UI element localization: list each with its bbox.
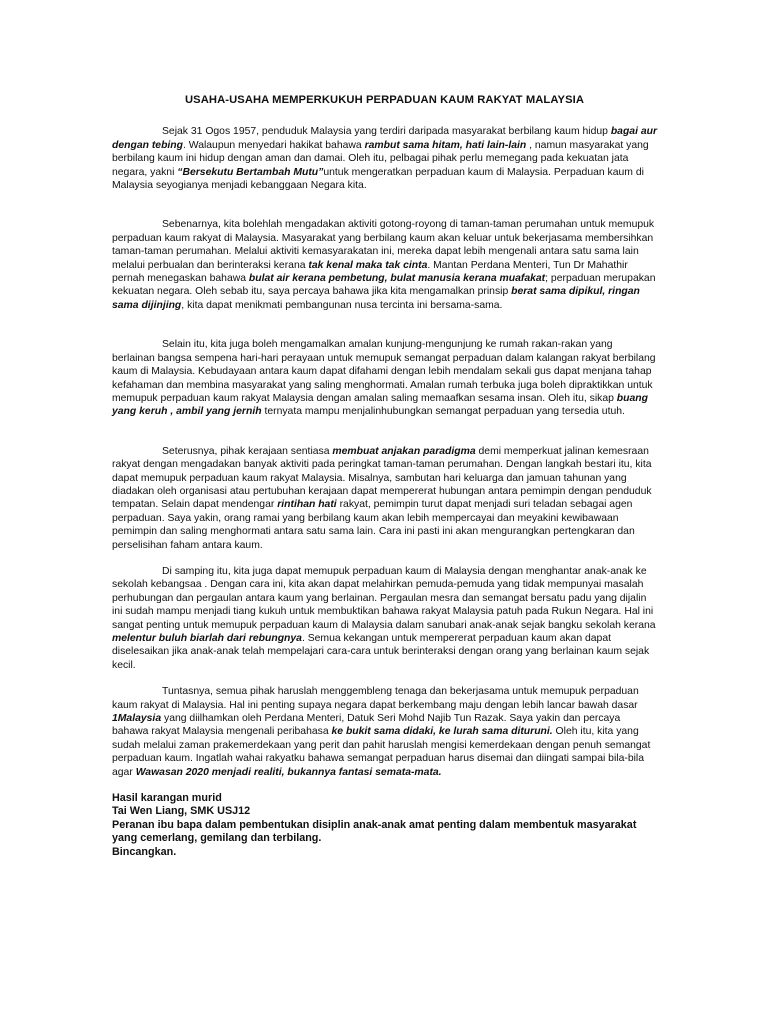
emphasis-phrase: bulat air kerana pembetung, bulat manusia kerana muafakat: [248, 273, 546, 285]
text-run: untuk mengeratkan perpaduan kaum di Malaysia. Perpaduan kaum di Malaysia seyogianya menjadi kebanggaan Negara kita.: [112, 166, 644, 192]
paragraph-gap: [112, 672, 657, 685]
text-run: ; perpaduan merupakan kekuatan negara. Oleh sebab itu, saya percaya bahawa jika kita mengamalkan prinsip: [112, 273, 656, 298]
paragraph-gap: [112, 552, 657, 565]
emphasis-phrase: berat sama dipikul, ringan sama dijinjing: [112, 286, 640, 311]
text-run: ternyata mampu menjalinhubungkan semangat perpaduan yang tersedia utuh.: [261, 406, 625, 418]
emphasis-phrase: tak kenal maka tak cinta: [308, 259, 428, 271]
text-run: Sejak 31 Ogos 1957, penduduk Malaysia yang terdiri daripada masyarakat berbilang kaum hidup: [162, 126, 611, 138]
text-run: . Walaupun menyedari hakikat bahawa: [183, 139, 365, 151]
emphasis-phrase: “Bersekutu Bertambah Mutu”: [177, 166, 324, 178]
essay-title: USAHA-USAHA MEMPERKUKUH PERPADUAN KAUM RAKYAT MALAYSIA: [184, 94, 585, 106]
text-run: . Semua kekangan untuk mempererat perpaduan kaum akan dapat diselesaikan jika anak-anak telah mempelajari cara-cara untuk berinteraksi dengan orang yang berlainan kaum sejak kecil.: [112, 633, 650, 671]
closing-block: [112, 792, 657, 859]
text-run: Seterusnya, pihak kerajaan sentiasa: [162, 445, 333, 457]
author-label: Hasil karangan murid: [112, 792, 222, 805]
paragraph-gap: [112, 312, 657, 338]
paragraph-4: [112, 445, 657, 552]
emphasis-phrase: melentur buluh biarlah dari rebungnya: [112, 633, 302, 644]
paragraph-gap: [112, 419, 657, 445]
essay-instruction: Bincangkan.: [112, 845, 177, 858]
paragraph-5: [112, 565, 657, 672]
emphasis-phrase: membuat anjakan paradigma: [332, 445, 476, 457]
document-page: [112, 94, 657, 859]
paragraph-3: [112, 338, 657, 418]
paragraph-gap: [112, 192, 657, 218]
text-run: Tuntasnya, semua pihak haruslah menggembleng tenaga dan bekerjasama untuk memupuk perpaduan kaum rakyat di Malaysia. Hal ini penting supaya negara dapat berkembang maju dengan lebih lancar bawah dasar: [112, 686, 639, 711]
text-run: rakyat, pemimpin turut dapat menjadi suri teladan sebagai agen perpaduan. Saya yakin, orang ramai yang berbilang kaum akan lebih mempercayai dan meyakini kewibawaan pemimpin dan saling menghormati antara satu sama lain. Cara ini pasti ini akan mengurangkan pertengkaran dan perselisihan faham antara kaum.: [112, 499, 635, 551]
paragraph-2: [112, 218, 657, 312]
text-run: yang diilhamkan oleh Perdana Menteri, Datuk Seri Mohd Najib Tun Razak. Saya yakin dan percaya bahawa rakyat Malaysia mengenali peribahasa: [112, 713, 621, 738]
emphasis-phrase: rambut sama hitam, hati lain-lain: [364, 139, 527, 151]
text-run: Sebenarnya, kita bolehlah mengadakan aktiviti gotong-royong di taman-taman perumahan untuk memupuk perpaduan kaum rakyat di Malaysia. Masyarakat yang berbilang kaum akan keluar untuk bekerjasama membersihkan taman-taman perumahan. Melalui aktiviti kemasyarakatan ini, mereka dapat lebih mengenali antara satu sama lain melalui perbualan dan berinteraksi kerana: [112, 219, 655, 271]
text-run: demi memperkuat jalinan kemesraan rakyat dengan mengadakan banyak aktiviti pada peringkat taman-taman perumahan. Dengan langkah bestari itu, kita dapat memupuk perpaduan kaum rakyat Malaysia. Misalnya, sambutan hari keluarga dan jamuan tahunan yang diadakan oleh organisasi atau pertubuhan kerajaan dapat mempererat hubungan antara pemimpin dengan penduduk tempatan. Selain dapat mendengar: [112, 445, 652, 511]
emphasis-phrase: 1Malaysia: [112, 713, 162, 725]
text-run: , namun masyarakat yang berbilang kaum ini hidup dengan aman dan damai. Oleh itu, pelbagai pihak perlu memegang pada kekuatan jata negara, yakni: [112, 139, 649, 178]
emphasis-phrase: Wawasan 2020 menjadi realiti, bukannya fantasi semata-mata.: [135, 766, 442, 778]
text-run: . Mantan Perdana Menteri, Tun Dr Mahathir pernah menegaskan bahawa: [112, 259, 628, 285]
text-run: , kita dapat menikmati pembangunan nusa tercinta ini bersama-sama.: [181, 299, 503, 311]
emphasis-phrase: rintihan hati: [277, 499, 337, 511]
emphasis-phrase: buang yang keruh , ambil yang jernih: [112, 392, 648, 418]
emphasis-phrase: bagai aur dengan tebing: [112, 126, 658, 151]
author-name: Tai Wen Liang, SMK USJ12: [112, 805, 251, 818]
paragraph-1: [112, 125, 657, 192]
text-run: Selain itu, kita juga boleh mengamalkan amalan kunjung-mengunjung ke rumah rakan-rakan yang berlainan bangsa sempena hari-hari perayaan untuk memupuk semangat perpaduan dalam kalangan rakyat berbilang kaum di Malaysia. Kebudayaan antara kaum dapat difahami dengan lebih mendalam sekali gus dapat menjana tahap kefahaman dan membina masyarakat yang saling menghormati. Amalan rumah terbuka juga boleh dipraktikkan untuk memupuk perpaduan kaum rakyat Malaysia dengan amalan saling memaafkan sesama insan. Oleh itu, sikap: [112, 339, 656, 404]
text-run: Di samping itu, kita juga dapat memupuk perpaduan kaum di Malaysia dengan menghantar anak-anak ke sekolah kebangsaa . Dengan cara ini, kita akan dapat melahirkan pemuda-pemuda yang tidak mempunyai masalah perhubungan dan pergaulan antara kaum yang berlainan. Pergaulan mesra dan semangat bersatu padu yang dijalin ini sudah mampu menjadi tiang kukuh untuk membuktikan bahawa rakyat Malaysia patuh pada Rukun Negara. Hal ini sangat penting untuk memupuk perpaduan kaum di Malaysia dalam sanubari anak-anak sejak bangku sekolah kerana: [112, 565, 656, 631]
next-essay-topic: Peranan ibu bapa dalam pembentukan disiplin anak-anak amat penting dalam membentuk masyarakat yang cemerlang, gemilang dan terbilang.: [112, 818, 637, 845]
emphasis-phrase: ke bukit sama didaki, ke lurah sama dituruni.: [331, 726, 553, 738]
text-run: Oleh itu, kita yang sudah melalui zaman prakemerdekaan yang perit dan pahit haruslah mengisi kemerdekaan dengan penuh semangat perpaduan kaum. Ingatlah wahai rakyatku bahawa semangat perpaduan harus disemai dan diingati sampai bila-bila agar: [112, 726, 651, 778]
paragraph-6: [112, 685, 657, 779]
